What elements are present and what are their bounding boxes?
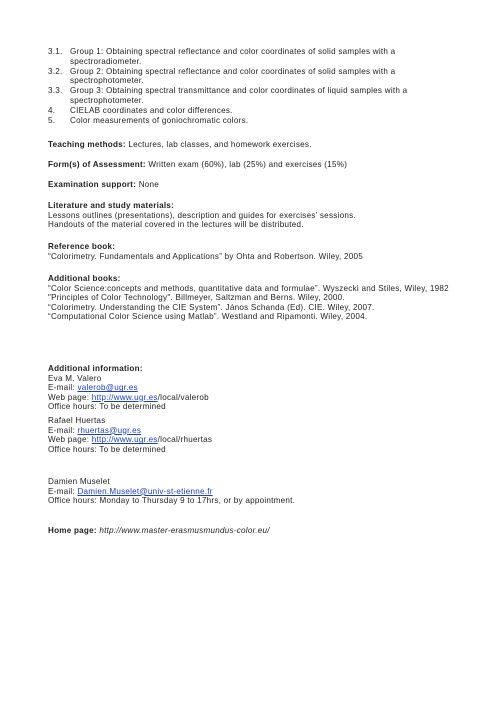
list-item [48,47,458,67]
item-text: Color measurements of goniochromatic colors. [70,115,249,125]
exam-support-label: Examination support: [48,180,137,189]
item-text: CIELAB coordinates and color differences. [70,105,233,115]
literature-heading: Literature and study materials: [48,201,175,210]
book-entry: “Colorimetry. Understanding the CIE System”. János Schanda (Ed). CIE. Wiley, 2007. [48,302,375,312]
contact-name: Eva M. Valero [48,373,102,383]
contact-email-line [48,487,458,497]
item-number: 3.1. [48,47,63,56]
item-number: 5. [48,115,56,125]
email-link[interactable]: valerob@ugr.es [77,383,138,393]
literature-section [48,201,458,230]
contact-block-3 [48,477,458,506]
literature-line: Lessons outlines (presentations), description and guides for exercises’ sessions. [48,210,356,220]
book-entry: "Principles of Color Technology". Billmeyer, Saltzman and Berns. Wiley, 2000. [48,293,345,303]
email-link[interactable]: Damien.Muselet@univ-st-etienne.fr [77,486,213,496]
teaching-methods-label: Teaching methods: [48,140,126,149]
list-item [48,106,458,116]
list-item [48,116,458,126]
home-page-url[interactable]: http://www.master-erasmusmundus-color.eu/ [96,526,270,535]
assessment [48,160,458,170]
contact-block-2 [48,416,458,454]
item-number: 4. [48,105,56,115]
office-hours: Office hours: To be determined [48,402,166,412]
email-label: E-mail: [48,383,78,393]
list-item [48,67,458,87]
assessment-label: Form(s) of Assessment: [48,160,146,169]
list-item [48,86,458,106]
assessment-value: Written exam (60%), lab (25%) and exercises (15%) [145,160,348,169]
contact-email-line [48,426,458,436]
contact-name: Damien Muselet [48,477,110,486]
topic-list [48,47,458,125]
book-entry: “Computational Color Science using Matlab”. Westland and Ripamonti. Wiley, 2004. [48,312,368,322]
literature-line: Handouts of the material covered in the lectures will be distributed. [48,220,304,230]
exam-support [48,180,458,190]
home-page-label: Home page: [48,526,97,535]
additional-books-heading: Additional books: [48,274,121,283]
item-text: Group 2: Obtaining spectral reflectance and color coordinates of solid samples with a spectrophotometer. [70,66,396,86]
web-path: /local/valerob [157,392,209,402]
web-label: Web page: [48,392,92,402]
web-link[interactable]: http://www.ugr.es [91,392,158,402]
contact-email-line [48,383,458,393]
additional-information-heading: Additional information: [48,364,143,373]
web-link[interactable]: http://www.ugr.es [91,435,158,445]
contact-web-line [48,435,458,445]
email-label: E-mail: [48,425,78,435]
reference-book: “Colorimetry. Fundamentals and Applications” by Ohta and Robertson. Wiley, 2005 [48,251,364,261]
teaching-methods [48,140,458,150]
item-number: 3.3. [48,86,63,96]
item-text: Group 1: Obtaining spectral reflectance and color coordinates of solid samples with a spectroradiometer. [70,47,396,66]
item-text: Group 3: Obtaining spectral transmittance and color coordinates of liquid samples with a spectrophotometer. [70,86,408,105]
exam-support-value: None [136,180,160,189]
book-entry: “Color Science:concepts and methods, quantitative data and formulae”. Wyszecki and Stiles, Wiley, 1982 [48,283,449,293]
contact-web-line [48,393,458,403]
contact-name: Rafael Huertas [48,416,106,425]
email-label: E-mail: [48,486,78,496]
office-hours: Office hours: Monday to Thursday 9 to 17hrs, or by appointment. [48,496,296,506]
email-link[interactable]: rhuertas@ugr.es [77,425,142,435]
reference-section [48,242,458,261]
home-page [48,526,458,536]
web-path: /local/rhuertas [157,435,213,445]
additional-information-section [48,364,458,412]
teaching-methods-value: Lectures, lab classes, and homework exercises. [125,140,312,149]
reference-heading: Reference book: [48,242,116,251]
additional-books-section [48,274,458,322]
office-hours: Office hours: To be determined [48,444,166,454]
web-label: Web page: [48,435,92,445]
item-number: 3.2. [48,66,63,76]
